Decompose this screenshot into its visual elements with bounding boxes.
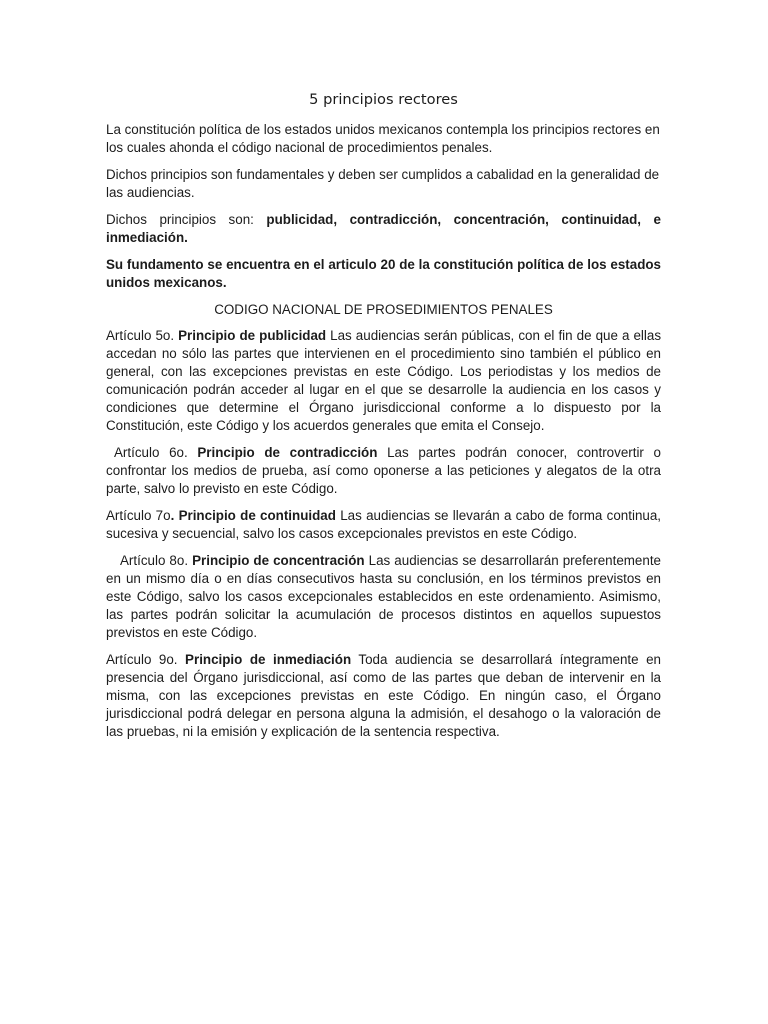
article-text: Las audiencias se desarrollarán preferentemente en un mismo día o en días consecutivos hasta su conclusión, en los términos previstos en este Código, salvo los casos excepcionales establecidos en este ordenamiento. Asimismo, las partes podrán solicitar la acumulación de procesos distintos en aquellos supuestos previstos en este Código. [106,553,661,640]
article-principle-name: . Principio de continuidad [170,508,336,523]
code-heading: CODIGO NACIONAL DE PROSEDIMIENTOS PENALES [214,302,553,317]
article-8 [106,552,661,642]
document-page [106,90,661,750]
foundation-paragraph [106,256,661,292]
article-number: Artículo 9o. [106,652,186,667]
article-text: Las audiencias serán públicas, con el fin de que a ellas accedan no sólo las partes que intervienen en el procedimiento sino también el público en general, con las excepciones previstas en este Código. Los periodistas y los medios de comunicación podrán acceder al lugar en el que se desarrolle la audiencia en los casos y condiciones que determine el Órgano jurisdiccional conforme a lo dispuesto por la Constitución, este Código y los acuerdos generales que emita el Consejo. [106,328,662,433]
article-principle-name: Principio de concentración [192,553,365,568]
principles-paragraph [106,211,661,247]
article-number: Artículo 7o [106,508,171,523]
article-7 [106,507,661,543]
article-6 [106,444,661,498]
article-principle-name: Principio de contradicción [197,445,378,460]
article-text: Las audiencias se llevarán a cabo de forma continua, sucesiva y secuencial, salvo los casos excepcionales previstos en este Código. [106,508,662,541]
article-number: Artículo 8o. [120,553,193,568]
article-text: Las partes podrán conocer, controvertir o confrontar los medios de prueba, así como oponerse a las peticiones y alegatos de la otra parte, salvo lo previsto en este Código. [106,445,661,496]
principles-list: publicidad, contradicción, concentración, continuidad, e inmediación. [106,212,662,245]
article-principle-name: Principio de publicidad [178,328,327,343]
principles-lead: Dichos principios son: [106,212,267,227]
document-title: 5 principios rectores [309,91,458,108]
article-number: Artículo 5o. [106,328,179,343]
article-5 [106,327,661,435]
intro-paragraph-2: Dichos principios son fundamentales y deben ser cumplidos a cabalidad en la generalidad de las audiencias. [106,167,660,200]
article-principle-name: Principio de inmediación [185,652,352,667]
foundation-text: Su fundamento se encuentra en el articulo 20 de la constitución política de los estados unidos mexicanos. [106,257,661,290]
article-number: Artículo 6o. [114,445,198,460]
article-9 [106,651,661,741]
intro-paragraph-1: La constitución política de los estados unidos mexicanos contempla los principios rectores en los cuales ahonda el código nacional de procedimientos penales. [106,122,660,155]
article-text: Toda audiencia se desarrollará íntegramente en presencia del Órgano jurisdiccional, así como de las partes que deban de intervenir en la misma, con las excepciones previstas en este Código. En ningún caso, el Órgano jurisdiccional podrá delegar en persona alguna la admisión, el desahogo o la valoración de las pruebas, ni la emisión y explicación de la sentencia respectiva. [106,652,661,739]
